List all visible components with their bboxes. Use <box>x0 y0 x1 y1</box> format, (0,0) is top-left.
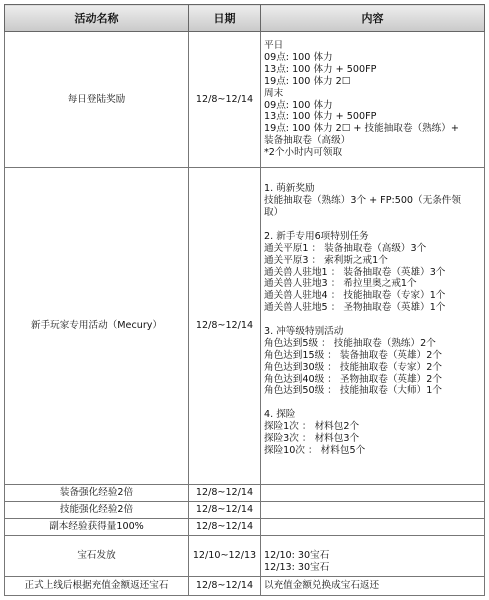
header-name: 活动名称 <box>5 5 189 32</box>
content-line: 通关兽人驻地5 ： 圣物抽取卷（英雄）1个 <box>264 302 446 314</box>
content-line: 1. 萌新奖励 <box>264 183 315 195</box>
header-content: 内容 <box>261 5 485 32</box>
content-line <box>264 457 481 469</box>
content-line: 取） <box>264 207 284 219</box>
event-date: 12/8~12/14 <box>189 502 261 519</box>
content-line: 通关兽人驻地4 ： 技能抽取卷（专家）1个 <box>264 290 446 302</box>
content-line: 09点: 100 体力 <box>264 51 333 63</box>
content-line: 2. 新手专用6项特别任务 <box>264 230 369 242</box>
content-line: 角色达到30级 ： 技能抽取卷（专家）2个 <box>264 361 442 373</box>
header-row <box>5 5 485 32</box>
content-line: 技能抽取卷（熟练）3个 + FP:500（无条件领 <box>264 195 461 207</box>
content-line: 探险1次 ： 材料包2个 <box>264 421 360 433</box>
content-line: 角色达到50级 ： 技能抽取卷（大师）1个 <box>264 385 442 397</box>
table-row <box>5 577 485 596</box>
content-line: 探险3次 ： 材料包3个 <box>264 433 360 445</box>
header-date: 日期 <box>189 5 261 32</box>
event-content <box>261 519 485 536</box>
event-name: 副本经验获得量100% <box>5 519 189 536</box>
table-row <box>5 168 485 485</box>
content-line: 通关平原3 ： 索利斯之戒1个 <box>264 254 388 266</box>
content-line: 13点: 100 体力 + 500FP <box>264 111 377 123</box>
event-date: 12/8~12/14 <box>189 577 261 596</box>
content-line: 19点: 100 体力 2☐ <box>264 75 351 87</box>
event-name: 宝石发放 <box>5 536 189 577</box>
content-line <box>264 538 481 550</box>
content-line <box>264 521 481 533</box>
event-content <box>261 577 485 596</box>
table-row <box>5 32 485 168</box>
event-date: 12/8~12/14 <box>189 485 261 502</box>
content-line: 19点: 100 体力 2☐ + 技能抽取卷（熟练）+ <box>264 123 459 135</box>
event-name: 每日登陆奖励 <box>5 32 189 168</box>
content-line: 周末 <box>264 87 284 99</box>
event-content <box>261 502 485 519</box>
event-table <box>4 4 485 596</box>
table-row <box>5 519 485 536</box>
content-line: 13点: 100 体力 + 500FP <box>264 63 377 75</box>
content-line: 角色达到15级 ： 装备抽取卷（英雄）2个 <box>264 349 442 361</box>
content-line <box>264 314 481 326</box>
content-line: 探险10次 ： 材料包5个 <box>264 444 366 456</box>
table-row <box>5 502 485 519</box>
table-row <box>5 536 485 577</box>
content-line: 角色达到40级 ： 圣物抽取卷（英雄）2个 <box>264 373 442 385</box>
content-line: 通关兽人驻地3 ： 希拉里奥之戒1个 <box>264 278 417 290</box>
content-line: 平日 <box>264 40 284 52</box>
event-date: 12/8~12/14 <box>189 168 261 485</box>
content-line: 装备抽取卷（高级） <box>264 135 351 147</box>
table-row <box>5 485 485 502</box>
content-line <box>264 397 481 409</box>
event-name: 装备强化经验2倍 <box>5 485 189 502</box>
event-content <box>261 536 485 577</box>
content-line: *2个小时内可领取 <box>264 147 343 159</box>
event-name: 技能强化经验2倍 <box>5 502 189 519</box>
content-line: 3. 冲等级特别活动 <box>264 326 344 337</box>
content-line <box>264 487 481 499</box>
content-line <box>264 504 481 516</box>
content-line: 4. 探险 <box>264 409 296 421</box>
content-line: 通关平原1 ： 装备抽取卷（高级）3个 <box>264 242 427 254</box>
event-date: 12/10~12/13 <box>189 536 261 577</box>
event-name: 正式上线后根据充值金额返还宝石 <box>5 577 189 596</box>
content-line <box>264 219 481 231</box>
content-line: 以充值金额兑换成宝石返还 <box>264 580 380 592</box>
content-line: 角色达到5级 ： 技能抽取卷（熟练）2个 <box>264 337 436 349</box>
event-name: 新手玩家专用活动（Mecury） <box>5 168 189 485</box>
content-line: 09点: 100 体力 <box>264 99 333 111</box>
content-line: 12/10: 30宝石 <box>264 550 330 562</box>
event-content <box>261 168 485 485</box>
content-line: 12/13: 30宝石 <box>264 561 330 573</box>
event-date: 12/8~12/14 <box>189 519 261 536</box>
event-content <box>261 32 485 168</box>
event-content <box>261 485 485 502</box>
event-date: 12/8~12/14 <box>189 32 261 168</box>
content-line: 通关兽人驻地1 ： 装备抽取卷（英雄）3个 <box>264 266 446 278</box>
